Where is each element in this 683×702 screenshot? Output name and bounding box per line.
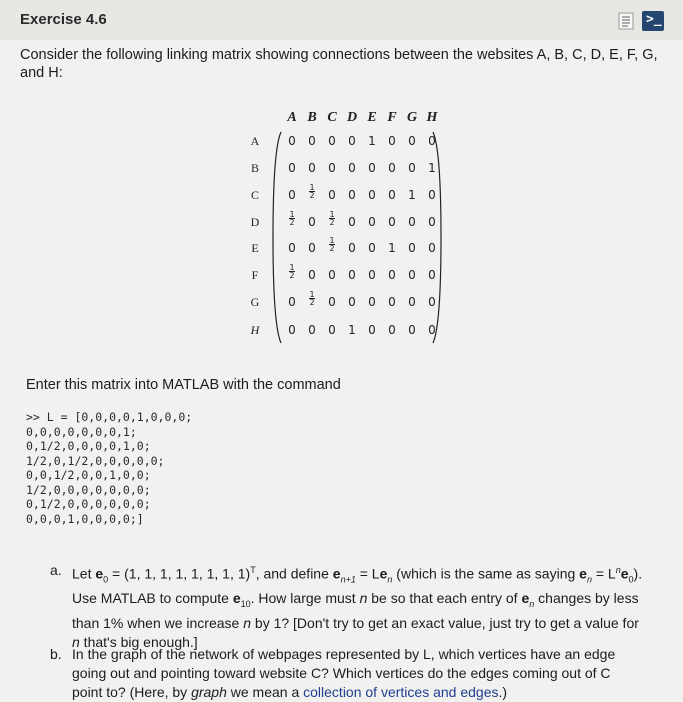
question-b-line2: going out and pointing toward website C? Which vertices do the edges coming out of C (72, 665, 611, 681)
terminal-icon[interactable] (642, 11, 664, 31)
matrix-cell: 0 (288, 188, 296, 202)
matrix-cell: 0 (428, 268, 436, 282)
matrix-cell: 0 (428, 215, 436, 229)
matrix-cell: $\frac{1}{2}$ (289, 210, 295, 227)
header-bar (0, 0, 683, 40)
matrix-cell: 0 (428, 188, 436, 202)
matrix-cell: 0 (328, 134, 336, 148)
code-line: 0,0,0,0,0,0,0,1; (26, 424, 137, 439)
matrix-cell: 0 (428, 134, 436, 148)
matrix-cell: 1 (348, 323, 356, 337)
question-b-label: b. (50, 646, 62, 662)
question-a-label: a. (50, 562, 62, 578)
column-header: F (387, 110, 397, 125)
matrix-cell: 0 (348, 161, 356, 175)
matrix-cell: 0 (328, 161, 336, 175)
matrix-cell: 0 (288, 241, 296, 255)
matrix-cell: 0 (368, 268, 376, 282)
matrix-cell: 0 (348, 268, 356, 282)
matrix-cell: 0 (288, 295, 296, 309)
row-label: D (250, 215, 260, 229)
definition-link[interactable]: collection of vertices and edges (303, 684, 499, 700)
matrix-cell: 0 (288, 161, 296, 175)
matrix-cell: 1 (368, 134, 376, 148)
document-icon[interactable] (618, 12, 634, 30)
matrix-cell: 0 (388, 323, 396, 337)
matrix-cell: 0 (308, 215, 316, 229)
intro-text: Consider the following linking matrix showing connections between the websites A, B, C, D, E, F, G, and H: (20, 47, 658, 81)
matrix-cell: 0 (348, 134, 356, 148)
matrix-cell: $\frac{1}{2}$ (329, 236, 335, 253)
question-b-line1: In the graph of the network of webpages represented by L, which vertices have an edge (72, 646, 616, 662)
code-line: 1/2,0,0,0,0,0,0,0; (26, 482, 151, 497)
matrix-cell: $\frac{1}{2}$ (309, 183, 315, 200)
matrix-cell: 0 (368, 188, 376, 202)
matrix-cell: 0 (328, 268, 336, 282)
matrix-cell: 0 (308, 323, 316, 337)
matrix-cell: 0 (428, 295, 436, 309)
matrix-cell: 0 (288, 134, 296, 148)
matrix-cell: 0 (388, 295, 396, 309)
matrix-right-paren (432, 130, 442, 345)
column-header: D (346, 110, 358, 125)
question-a (50, 561, 675, 651)
matrix-cell: 0 (408, 241, 416, 255)
row-label: C (250, 188, 259, 202)
matrix-cell: 0 (328, 295, 336, 309)
row-label: B (250, 161, 259, 175)
matrix-cell: 1 (388, 241, 396, 255)
matrix-cell: 0 (408, 268, 416, 282)
matrix-cell: 0 (348, 241, 356, 255)
matrix-cell: 0 (388, 215, 396, 229)
terminal-glyph: >_ (646, 12, 662, 27)
matrix-cell: 0 (348, 215, 356, 229)
matrix-cell: 0 (368, 241, 376, 255)
matrix-cell: 0 (328, 323, 336, 337)
question-b (50, 645, 675, 702)
matrix-cell: 0 (348, 188, 356, 202)
matrix-cell: 0 (368, 161, 376, 175)
row-label: E (251, 241, 259, 255)
matrix-cell: 0 (368, 295, 376, 309)
row-label: F (251, 268, 259, 282)
matrix-cell: 0 (308, 161, 316, 175)
column-header: C (327, 110, 337, 125)
matlab-code (26, 410, 192, 526)
question-a-line3: than 1% when we increase n by 1? [Don't try to get an exact value, just try to get a value for (72, 615, 639, 632)
matrix-cell: 0 (408, 215, 416, 229)
matrix-cell: 0 (408, 161, 416, 175)
matrix-cell: 0 (308, 134, 316, 148)
matrix-cell: 0 (388, 188, 396, 202)
matrix-cell: 0 (308, 241, 316, 255)
column-header: H (426, 110, 438, 125)
code-line: 0,0,0,1,0,0,0,0;] (26, 511, 144, 526)
matrix-cell: 0 (308, 268, 316, 282)
matrix-cell: $\frac{1}{2}$ (309, 290, 315, 307)
row-label: H (250, 323, 260, 337)
code-line: 0,1/2,0,0,0,0,1,0; (26, 439, 151, 453)
question-a-line4: n that's big enough.] (72, 634, 198, 651)
question-a-line2: Use MATLAB to compute $e_{10}$. How large must n be so that each entry of $e_n$ changes by less (72, 590, 639, 610)
matrix-cell: 0 (368, 215, 376, 229)
code-line: 0,1/2,0,0,0,0,0,0; (26, 497, 151, 511)
matrix-cell: 1 (428, 161, 436, 175)
column-header: B (307, 110, 317, 125)
matrix-cell: 0 (348, 295, 356, 309)
column-header: E (367, 110, 377, 125)
matrix-cell: 0 (288, 323, 296, 337)
matrix-cell: 0 (408, 323, 416, 337)
matrix-cell: 0 (328, 188, 336, 202)
matrix-cell: 0 (388, 134, 396, 148)
question-b-line3: point to? (Here, by graph we mean a collection of vertices and edges.) (72, 684, 508, 700)
matrix-cell: 0 (388, 268, 396, 282)
question-a-line1: Let $e_0 = (1$, 1, 1, 1, 1, 1, 1, 1)$^T$, and define $e_{n+1} = Le_n$ (which is the same as saying $e_n = L^ne_0$). (72, 565, 643, 585)
matrix-cell: 0 (428, 241, 436, 255)
column-header: A (287, 110, 297, 125)
exercise-title: Exercise 4.6 (20, 11, 107, 28)
matrix-cell: $\frac{1}{2}$ (329, 210, 335, 227)
matrix-cell: 0 (408, 134, 416, 148)
matrix-left-paren (272, 130, 282, 345)
matrix-cell: 0 (428, 323, 436, 337)
code-line: 0,0,1/2,0,0,1,0,0; (26, 468, 151, 482)
matrix-cell: 0 (408, 295, 416, 309)
matrix-cell: 1 (408, 188, 416, 202)
code-line: >> L = [0,0,0,0,1,0,0,0; (26, 410, 193, 424)
matlab-instruction: Enter this matrix into MATLAB with the command (26, 377, 341, 393)
column-header: G (406, 110, 418, 125)
matrix-cell: 0 (368, 323, 376, 337)
matrix-cell: $\frac{1}{2}$ (289, 263, 295, 280)
matrix-cell: 0 (388, 161, 396, 175)
row-label: G (250, 295, 260, 309)
code-line: 1/2,0,1/2,0,0,0,0,0; (26, 453, 165, 468)
row-label: A (250, 134, 260, 148)
